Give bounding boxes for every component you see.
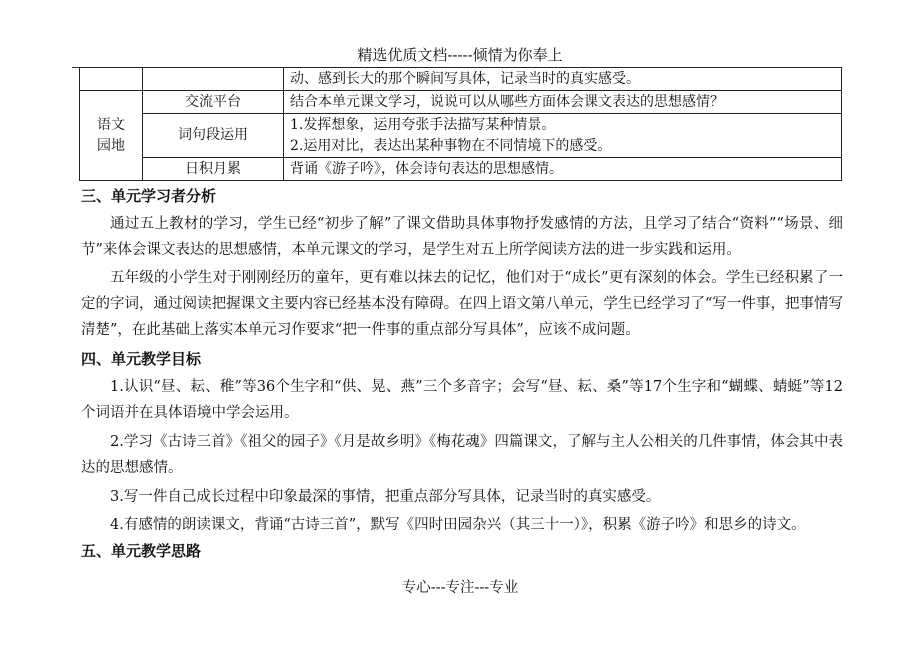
- table-row: [80, 91, 842, 114]
- table-row: [80, 158, 842, 181]
- section-title-3: 三、单元学习者分析: [81, 187, 217, 205]
- table-row: [80, 114, 842, 158]
- row-label: 词句段运用: [143, 114, 284, 158]
- table-cell-empty: [80, 68, 143, 91]
- objective-item: 4.有感情的朗读课文，背诵“古诗三首”，默写《四时田园杂兴（其三十一）》，积累《游子吟》和思乡的诗文。: [110, 517, 806, 533]
- objective-item: 2.学习《古诗三首》《祖父的园子》《月是故乡明》《梅花魂》四篇课文，了解与主人公相关的几件事情，体会其中表达的思想感情。: [81, 434, 843, 476]
- page-footer: 专心---专注---专业: [401, 580, 519, 596]
- table-cell-content: 1.发挥想象，运用夸张手法描写某种情景。 2.运用对比，表达出某种事物在不同情境下的感受。: [284, 114, 842, 158]
- group-label-cell: [80, 91, 143, 181]
- unit-table: [79, 67, 842, 181]
- table-cell-content: 动、感到长大的那个瞬间写具体，记录当时的真实感受。: [284, 68, 842, 91]
- objective-item: 3.写一件自己成长过程中印象最深的事情，把重点部分写具体，记录当时的真实感受。: [110, 489, 661, 505]
- table-cell-content: 背诵《游子吟》，体会诗句表达的思想感情。: [284, 158, 842, 181]
- table-cell-empty: [143, 68, 284, 91]
- row-label: 交流平台: [143, 91, 284, 114]
- page-header: 精选优质文档-----倾情为你奉上: [357, 46, 563, 64]
- objective-item: 1.认识“昼、耘、稚”等36个生字和“供、晃、燕”三个多音字；会写“昼、耘、桑”等17个生字和“蝴蝶、蜻蜓”等12个词语并在具体语境中学会运用。: [81, 379, 843, 421]
- paragraph: 通过五上教材的学习，学生已经“初步了解”了课文借助具体事物抒发感情的方法，且学习了结合“资料”“场景、细节”来体会课文表达的思想感情，本单元课文的学习，是学生对五上所学阅读方法的进一步实践和运用。: [81, 216, 843, 258]
- table-cell-content: 结合本单元课文学习，说说可以从哪些方面体会课文表达的思想感情？: [284, 91, 842, 114]
- group-label: 语文园地: [97, 116, 125, 154]
- table-row: [80, 68, 842, 91]
- section-title-4: 四、单元教学目标: [81, 350, 202, 368]
- paragraph: 五年级的小学生对于刚刚经历的童年，更有难以抹去的记忆，他们对于“成长”更有深刻的体会。学生已经积累了一定的字词，通过阅读把握课文主要内容已经基本没有障碍。在四上语文第八单元，学生已经学习了“写一件事，把事情写清楚”，在此基础上落实本单元习作要求“把一件事的重点部分写具体”，应该不成问题。: [81, 270, 843, 338]
- section-title-5: 五、单元教学思路: [81, 542, 202, 560]
- row-label: 日积月累: [143, 158, 284, 181]
